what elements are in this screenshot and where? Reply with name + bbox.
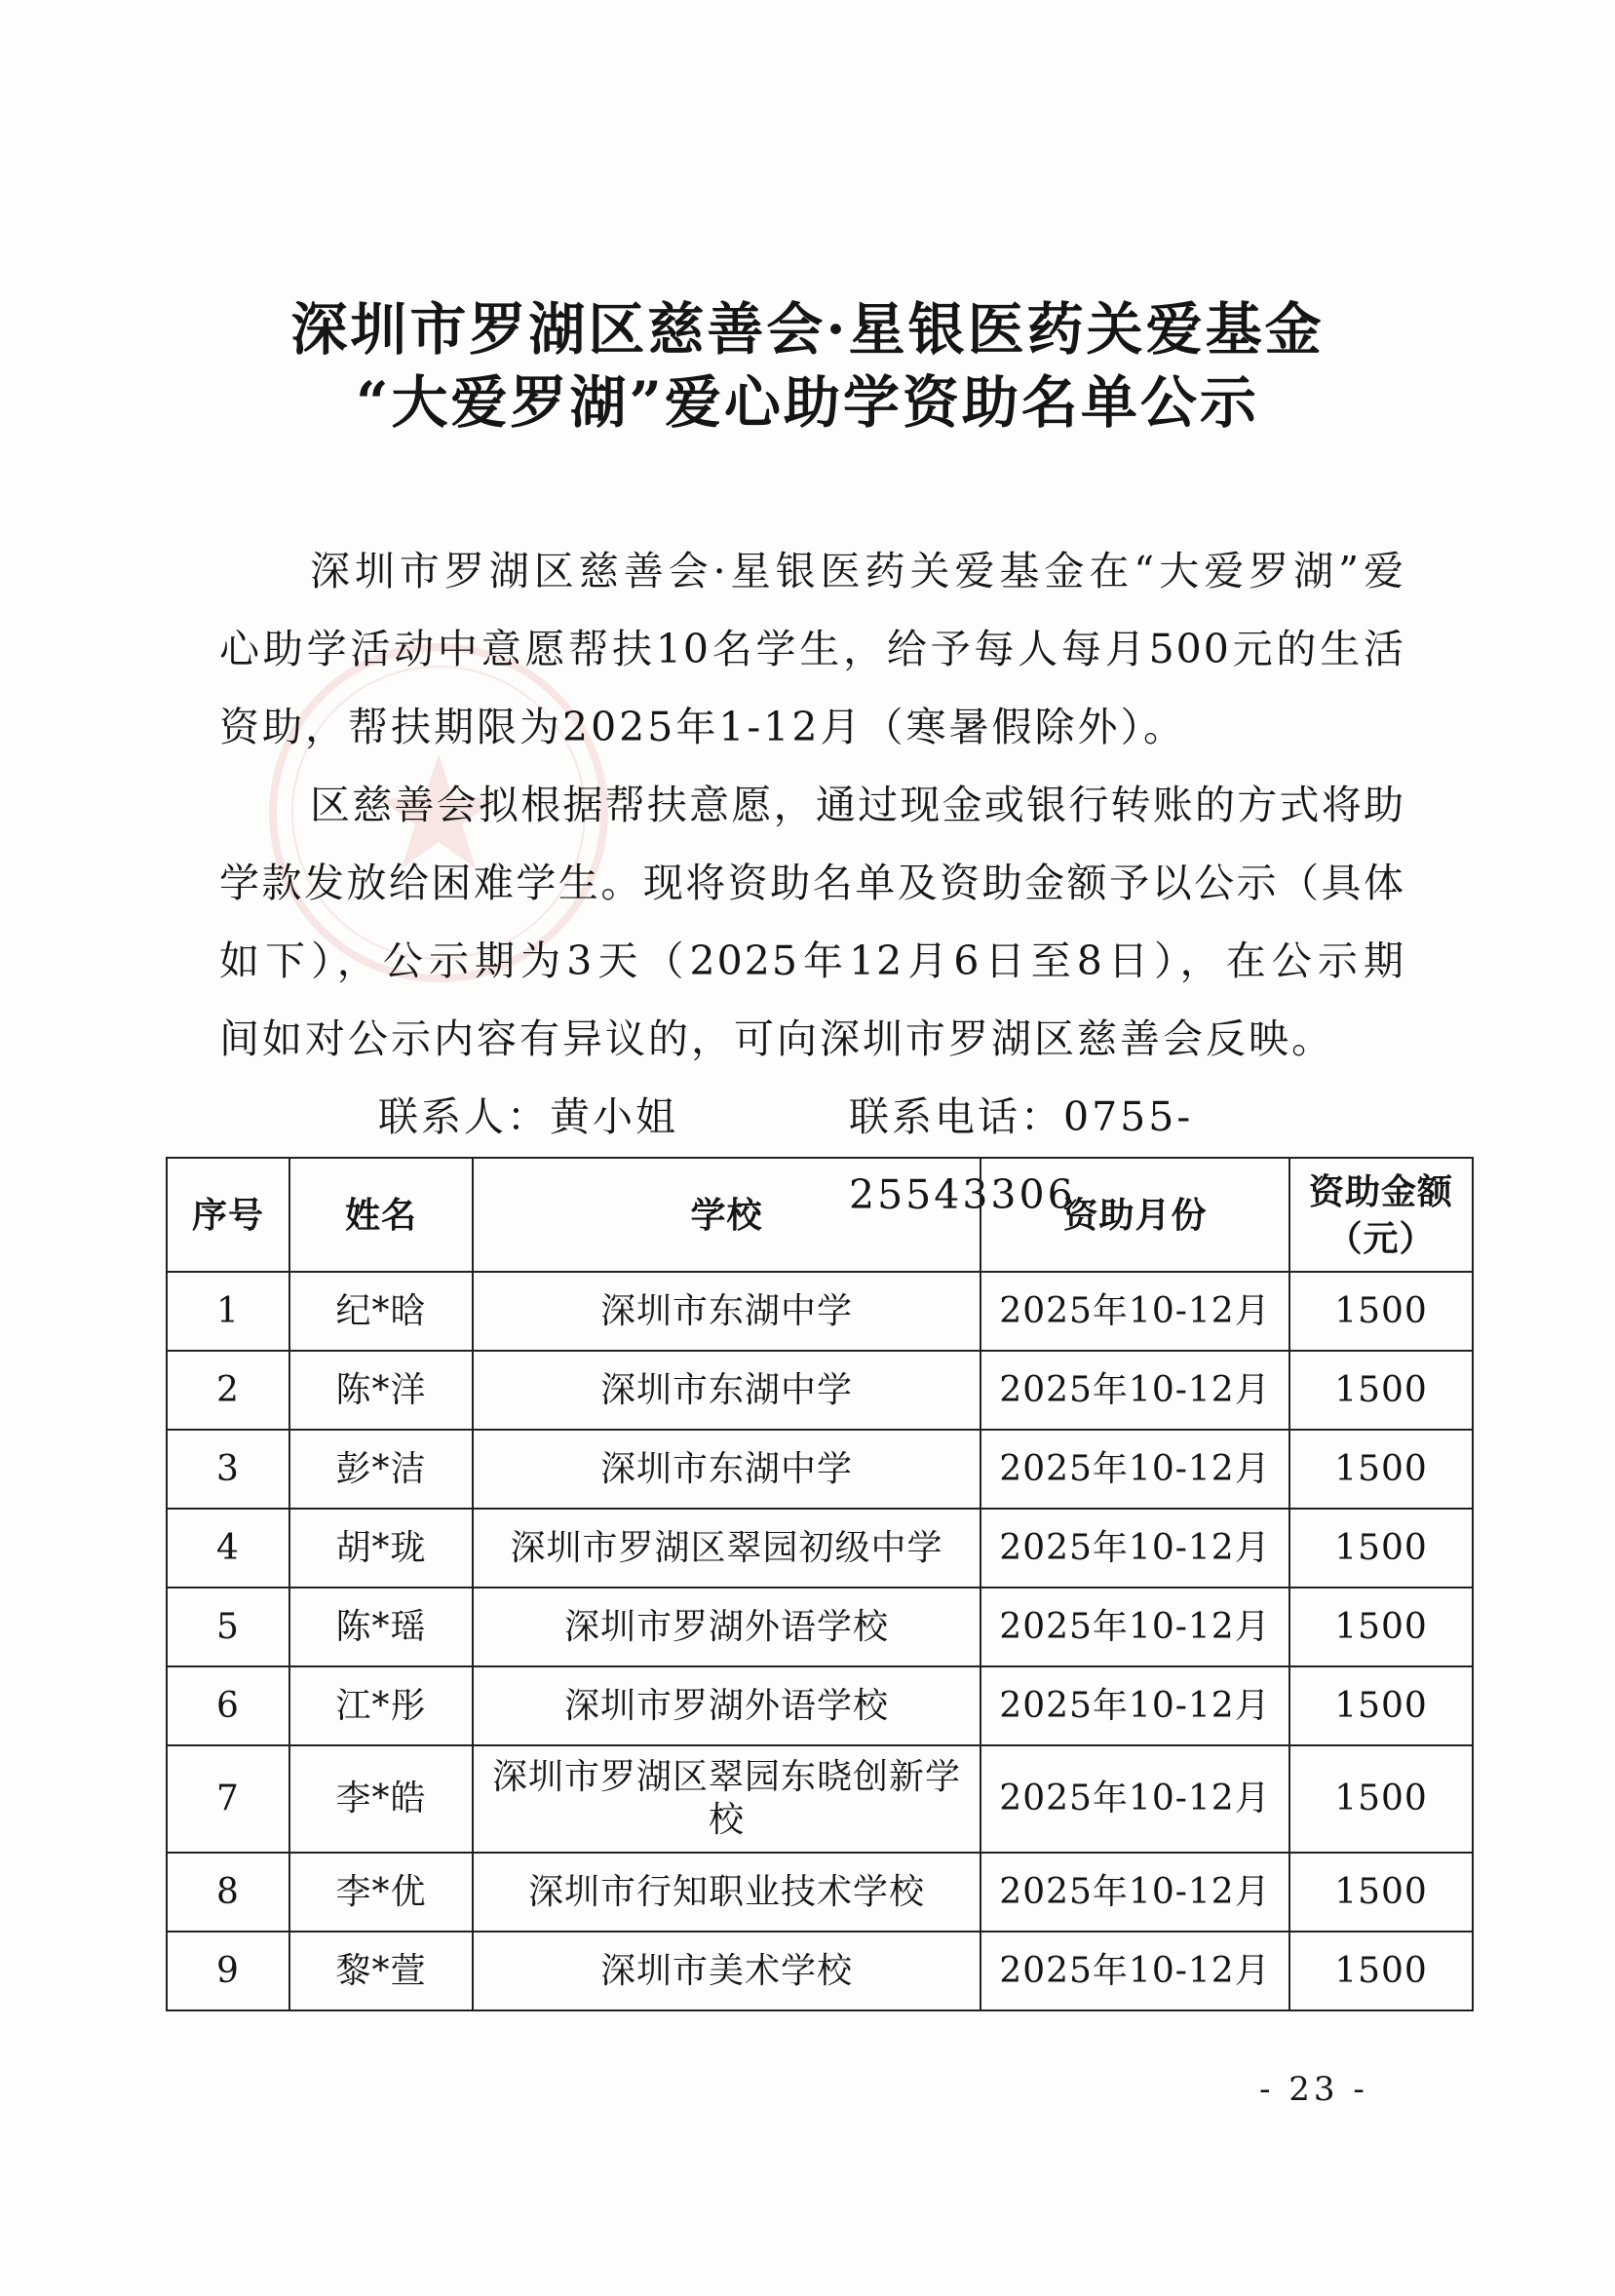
cell-name: 纪*晗 [289, 1272, 473, 1351]
cell-amount: 1500 [1289, 1272, 1473, 1351]
cell-name: 李*优 [289, 1853, 473, 1932]
header-school: 学校 [473, 1158, 981, 1272]
cell-no: 2 [167, 1351, 289, 1430]
cell-amount: 1500 [1289, 1351, 1473, 1430]
cell-no: 3 [167, 1430, 289, 1509]
cell-no: 8 [167, 1853, 289, 1932]
paragraph-2-line: 区慈善会拟根据帮扶意愿，通过现金或银行转账的方式将助 [310, 782, 1405, 828]
cell-no: 9 [167, 1932, 289, 2010]
table-row [167, 1853, 1473, 1932]
table-row [167, 1351, 1473, 1430]
paragraph-2-line: 如下），公示期为3天（2025年12月6日至8日），在公示期 [219, 938, 1405, 984]
cell-amount: 1500 [1289, 1853, 1473, 1932]
table-row [167, 1272, 1473, 1351]
cell-name: 彭*洁 [289, 1430, 473, 1509]
cell-months: 2025年10-12月 [981, 1745, 1289, 1853]
cell-no: 6 [167, 1666, 289, 1745]
table-row [167, 1509, 1473, 1588]
cell-school: 深圳市罗湖区翠园东晓创新学校 [473, 1745, 981, 1853]
cell-months: 2025年10-12月 [981, 1351, 1289, 1430]
cell-school: 深圳市东湖中学 [473, 1430, 981, 1509]
cell-school: 深圳市罗湖外语学校 [473, 1588, 981, 1666]
cell-amount: 1500 [1289, 1430, 1473, 1509]
contact-person: 联系人：黄小姐 [378, 1093, 678, 1140]
cell-school: 深圳市东湖中学 [473, 1272, 981, 1351]
table-row [167, 1745, 1473, 1853]
cell-name: 黎*萱 [289, 1932, 473, 2010]
table-header-row [167, 1158, 1473, 1272]
cell-no: 1 [167, 1272, 289, 1351]
cell-school: 深圳市行知职业技术学校 [473, 1853, 981, 1932]
cell-school: 深圳市美术学校 [473, 1932, 981, 2010]
cell-name: 江*彤 [289, 1666, 473, 1745]
page-number: - 23 - [1259, 2070, 1368, 2109]
cell-months: 2025年10-12月 [981, 1666, 1289, 1745]
paragraph-2-line: 学款发放给困难学生。现将资助名单及资助金额予以公示（具体 [219, 860, 1405, 906]
table-row [167, 1430, 1473, 1509]
cell-no: 5 [167, 1588, 289, 1666]
header-no: 序号 [167, 1158, 289, 1272]
paragraph-2-line: 间如对公示内容有异议的，可向深圳市罗湖区慈善会反映。 [219, 1015, 1334, 1062]
cell-months: 2025年10-12月 [981, 1932, 1289, 2010]
table-row [167, 1588, 1473, 1666]
cell-months: 2025年10-12月 [981, 1509, 1289, 1588]
cell-school: 深圳市罗湖外语学校 [473, 1666, 981, 1745]
cell-months: 2025年10-12月 [981, 1853, 1289, 1932]
contact-phone: 联系电话：0755-25543306 [849, 1093, 1194, 1218]
title-line-2: “大爱罗湖”爱心助学资助名单公示 [356, 369, 1259, 436]
cell-months: 2025年10-12月 [981, 1272, 1289, 1351]
cell-amount: 1500 [1289, 1666, 1473, 1745]
cell-months: 2025年10-12月 [981, 1588, 1289, 1666]
cell-name: 胡*珑 [289, 1509, 473, 1588]
cell-amount: 1500 [1289, 1588, 1473, 1666]
paragraph-1-line: 深圳市罗湖区慈善会·星银医药关爱基金在“大爱罗湖”爱 [310, 548, 1405, 594]
table-row [167, 1666, 1473, 1745]
cell-name: 陈*瑶 [289, 1588, 473, 1666]
cell-months: 2025年10-12月 [981, 1430, 1289, 1509]
header-amount: 资助金额（元） [1289, 1158, 1473, 1272]
table-row [167, 1932, 1473, 2010]
cell-school: 深圳市东湖中学 [473, 1351, 981, 1430]
header-months: 资助月份 [981, 1158, 1289, 1272]
cell-name: 陈*洋 [289, 1351, 473, 1430]
paragraph-1-line: 资助，帮扶期限为2025年1-12月（寒暑假除外）。 [219, 704, 1186, 750]
cell-amount: 1500 [1289, 1932, 1473, 2010]
header-name: 姓名 [289, 1158, 473, 1272]
cell-no: 7 [167, 1745, 289, 1853]
document-title [0, 293, 1615, 440]
cell-no: 4 [167, 1509, 289, 1588]
cell-amount: 1500 [1289, 1745, 1473, 1853]
cell-amount: 1500 [1289, 1509, 1473, 1588]
cell-name: 李*皓 [289, 1745, 473, 1853]
title-line-1: 深圳市罗湖区慈善会·星银医药关爱基金 [290, 296, 1325, 363]
cell-school: 深圳市罗湖区翠园初级中学 [473, 1509, 981, 1588]
grant-recipient-table [166, 1157, 1474, 2011]
paragraph-1-line: 心助学活动中意愿帮扶10名学生，给予每人每月500元的生活 [219, 626, 1405, 672]
